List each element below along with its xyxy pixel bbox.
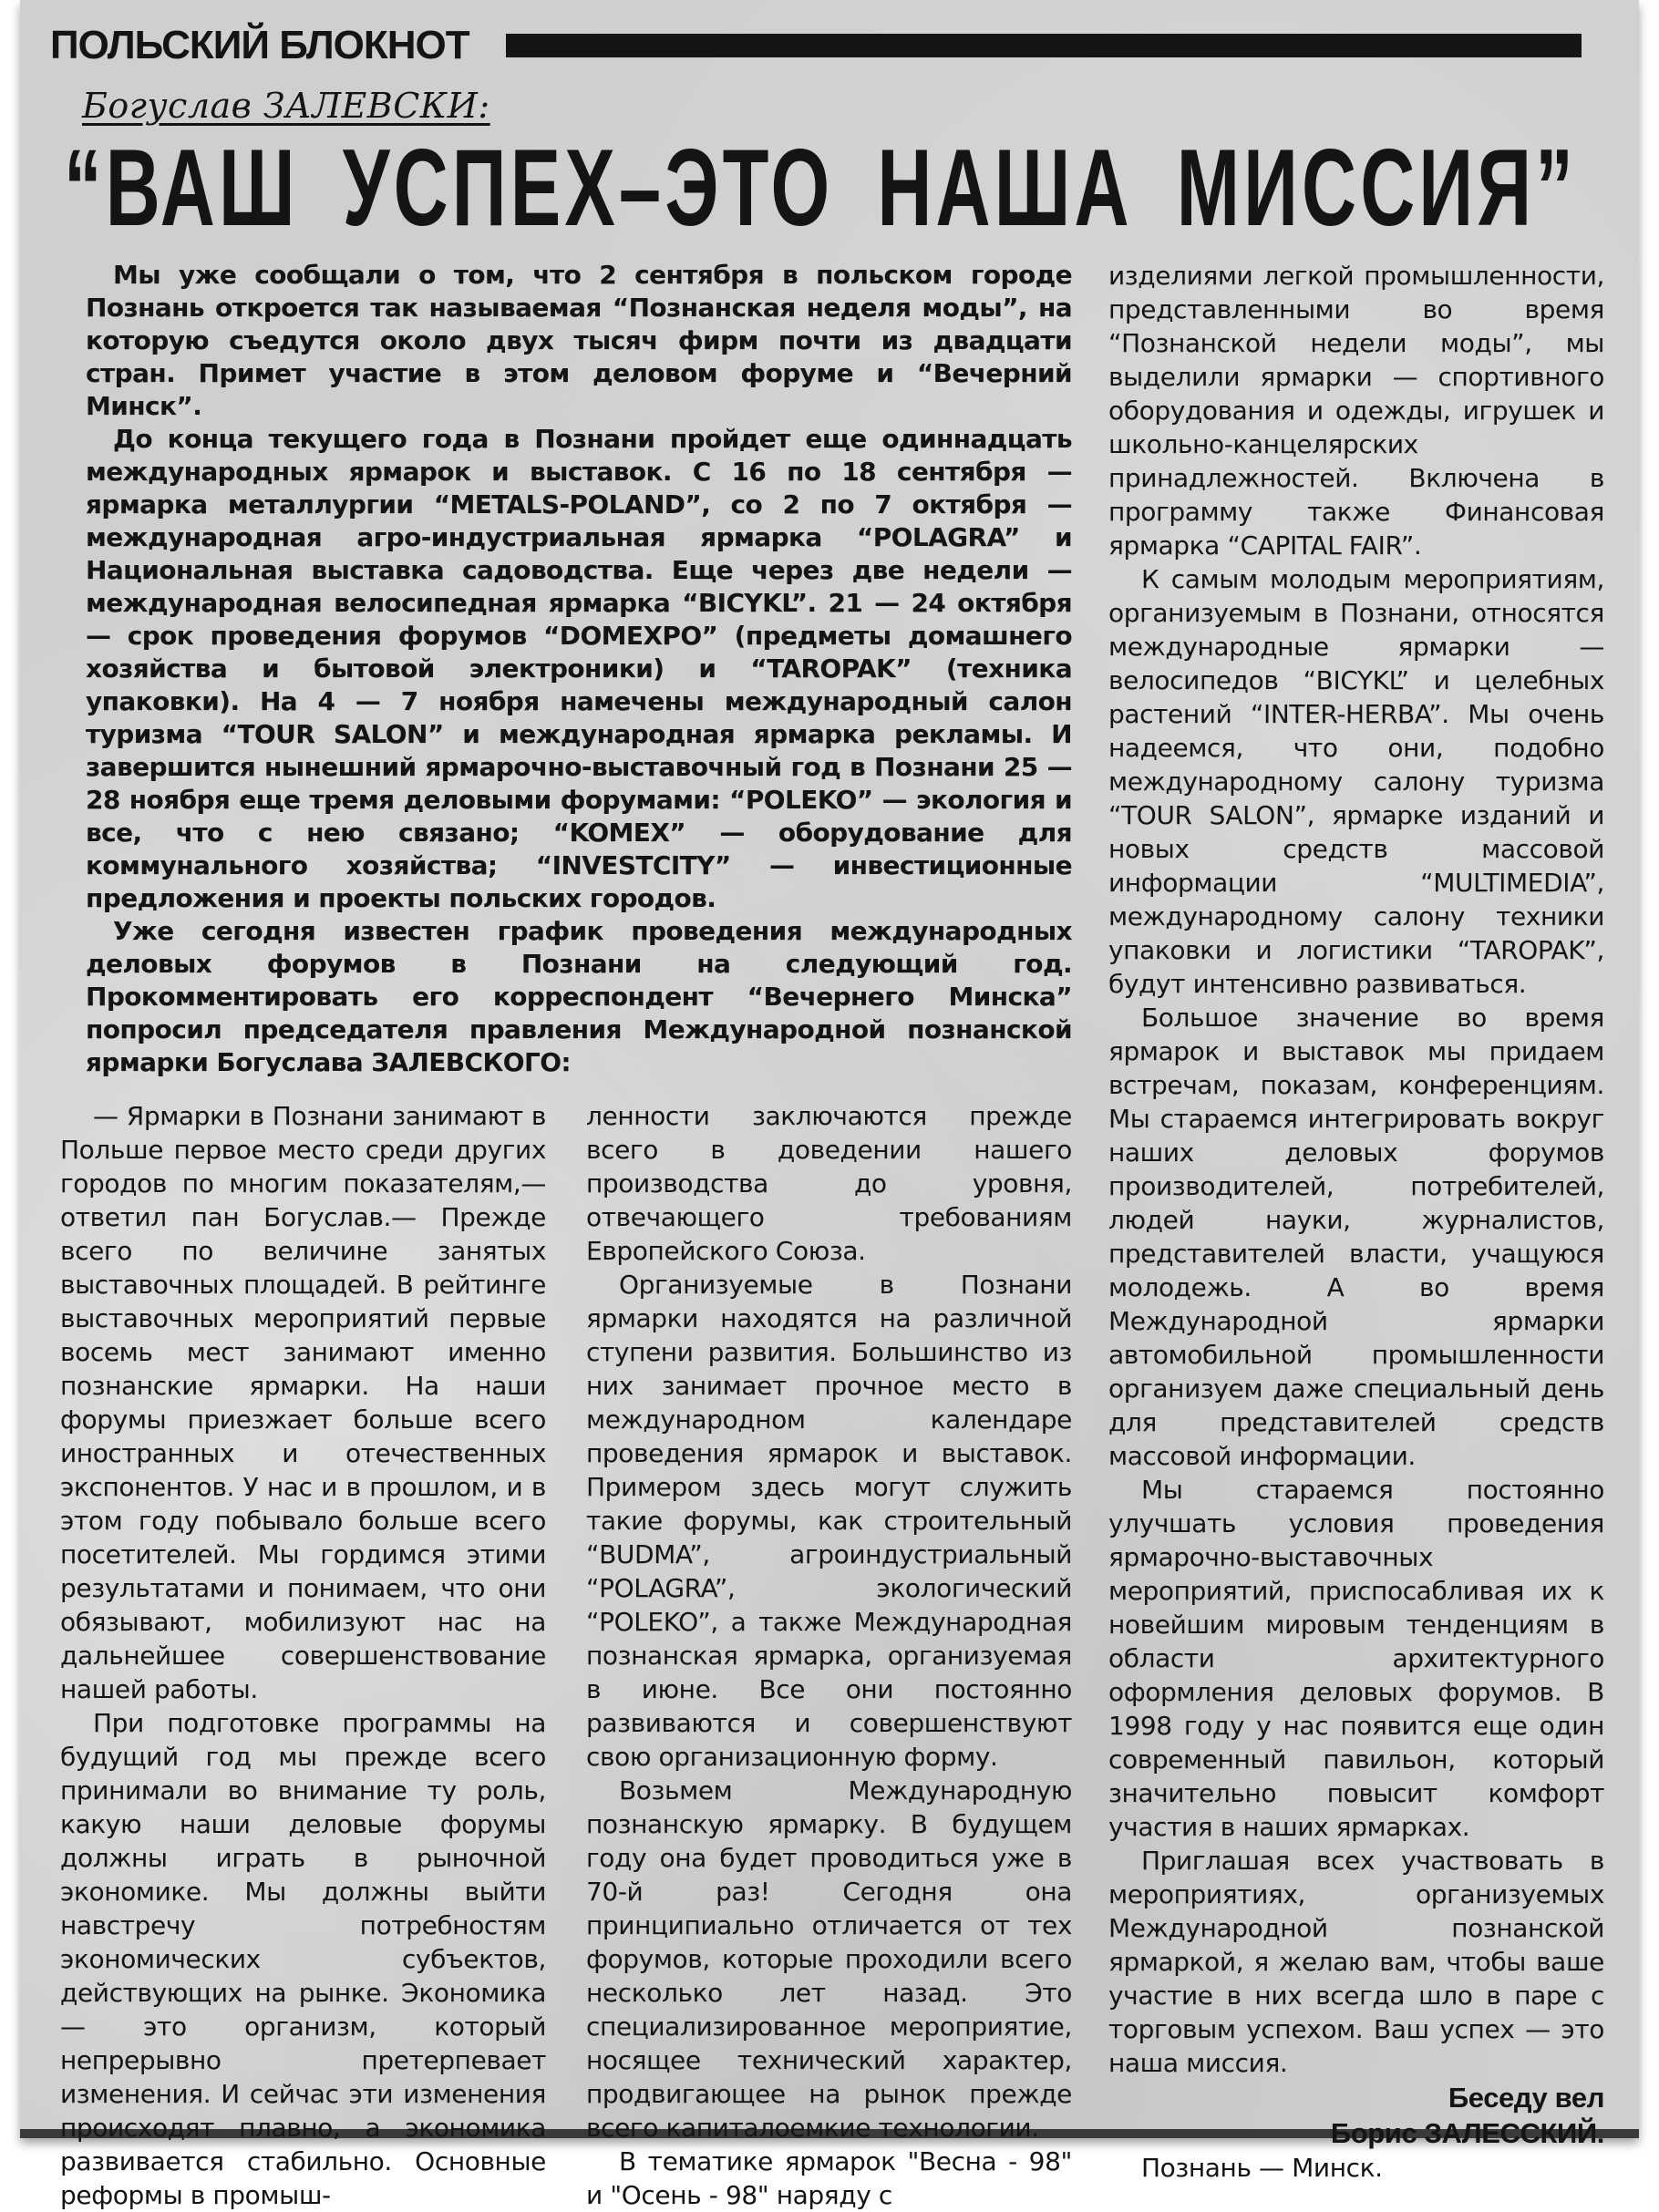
column-paragraph: Приглашая всех участвовать в мероприятиях, организуемых Международной познанской ярмаркой, я желаю вам, чтобы ваше участие в них всегда шло в паре с торговым успехом. Ваш успех — это наша миссия. — [1108, 1846, 1604, 2078]
lead-paragraph: Уже сегодня известен график проведения международных деловых форумов в Познани на следующий год. Прокомментировать его корреспондент “Вечернего Минска” попросил председателя правления Международной познанской ярмарки Богуслава ЗАЛЕВСКОГО: — [86, 916, 1072, 1077]
column-paragraph: — Ярмарки в Познани занимают в Польше первое место среди других городов по многим показателям,— ответил пан Богуслав.— Прежде всего по величине занятых выставочных площадей. В рейтинге выставочных мероприятий первые восемь мест занимают именно познанские ярмарки. На наши форумы приезжает больше всего иностранных и отечественных экспонентов. У нас и в прошлом, и в этом году побывало больше всего посетителей. Мы гордимся этими результатами и понимаем, что они обязывают, мобилизуют нас на дальнейшее совершенствование нашей работы. — [60, 1101, 546, 1704]
column-paragraph: Возьмем Международную познанскую ярмарку. В будущем году она будет проводиться уже в 70-й раз! Сегодня она принципиально отличается от тех форумов, которые проходили всего несколько лет назад. Это специализированное мероприятие, носящее технический характер, продвигающее на рынок прежде всего капиталоемкие технологии. — [586, 1775, 1072, 2143]
dateline: Познань — Минск. — [1141, 2153, 1383, 2183]
column-paragraph: Большое значение во время ярмарок и выставок мы придаем встречам, показам, конференциям. Мы стараемся интегрировать вокруг наших деловых форумов производителей, потребителей, людей науки, журналистов, представителей власти, учащуюся молодежь. А во время Международной ярмарки автомобильной промышленности организуем даже специальный день для представителей средств массовой информации. — [1108, 1003, 1604, 1471]
rubric-row — [50, 20, 1582, 71]
column-paragraph: Организуемые в Познани ярмарки находятся на различной ступени развития. Большинство из них занимает прочное место в международном календаре проведения ярмарок и выставок. Примером здесь могут служить такие форумы, как строительный “BUDMA”, агроиндустриальный “POLAGRA”, экологический “POLEKO”, а также Международная познанская ярмарка, организуемая в июне. Все они постоянно развиваются и совершенствуют свою организационную форму. — [586, 1270, 1072, 1772]
lower-columns — [60, 1099, 1072, 2212]
rubric-bar — [506, 34, 1582, 57]
column-paragraph: ленности заключаются прежде всего в доведении нашего производства до уровня, отвечающего требованиям Европейского Союза. — [586, 1101, 1072, 1266]
lead-paragraph: Мы уже сообщали о том, что 2 сентября в польском городе Познань откроется так называемая “Познанская неделя моды”, на которую съедутся около двух тысяч фирм почти из двадцати стран. Примет участие в этом деловом форуме и “Вечерний Минск”. — [86, 260, 1072, 421]
column-paragraph: В тематике ярмарок "Весна - 98" и "Осень - 98" наряду с — [586, 2146, 1072, 2210]
headline-box — [64, 127, 1577, 249]
column-paragraph: К самым молодым мероприятиям, организуемым в Познани, относятся международные ярмарки — велосипедов “BICYKL” и целебных растений “INTER-HERBA”. Мы очень надеемся, что они, подобно международному салону туризма “TOUR SALON”, ярмарке изданий и новых средств массовой информации “MULTIMEDIA”, международному салону техники упаковки и логистики “TAROPAK”, будут интенсивно развиваться. — [1108, 564, 1604, 999]
column-paragraph: Мы стараемся постоянно улучшать условия проведения ярмарочно-выставочных мероприятий, приспосабливая их к новейшим мировым тенденциям в области архитектурного оформления деловых форумов. В 1998 году у нас появится еще один современный павильон, который значительно повысит комфорт участия в наших ярмарках. — [1108, 1475, 1604, 1842]
lead-text — [60, 259, 1072, 1079]
column-3 — [1108, 259, 1604, 2185]
headline: “ВАШ УСПЕХ–ЭТО НАША МИССИЯ” — [64, 127, 1577, 249]
lead-paragraph: До конца текущего года в Познани пройдет еще одиннадцать международных ярмарок и выставок. С 16 по 18 сентября — ярмарка металлургии “METALS-POLAND”, со 2 по 7 октября — международная агро-индустриальная ярмарка “POLAGRA” и Национальная выставка садоводства. Еще через две недели — международная велосипедная ярмарка “BICYKL”. 21 — 24 октября — срок проведения форумов “DOMEXPO” (предметы домашнего хозяйства и бытовой электроники) и “TAROPAK” (техника упаковки). На 4 — 7 ноября намечены международный салон туризма “TOUR SALON” и международная ярмарка рекламы. И завершится нынешний ярмарочно-выставочный год в Познани 25 — 28 ноября еще тремя деловыми форумами: “POLEKO” — экология и все, что с нею связано; “KOMEX” — оборудование для коммунального хозяйства; “INVESTCITY” — инвестиционные предложения и проекты польских городов. — [86, 424, 1072, 913]
column-2 — [586, 1099, 1072, 2212]
section-rubric: ПОЛЬСКИЙ БЛОКНОТ — [50, 23, 469, 67]
article-body — [60, 259, 1604, 2210]
column-paragraph: При подготовке программы на будущий год мы прежде всего принимали во внимание ту роль, какую наши деловые форумы должны играть в рыночной экономике. Мы должны выйти навстречу потребностям экономических субъектов, действующих на рынке. Экономика — это организм, который непрерывно претерпевает изменения. И сейчас эти изменения происходят плавно, а экономика развивается стабильно. Основные реформы в промыш- — [60, 1708, 546, 2210]
signature-line-1: Беседу вел — [1448, 2082, 1604, 2114]
signature-line-2: Борис ЗАЛЕССКИЙ. — [1330, 2117, 1604, 2149]
column-paragraph: изделиями легкой промышленности, представленными во время “Познанской недели моды”, мы выделили ярмарки — спортивного оборудования и одежды, игрушек и школьно-канцелярских принадлежностей. Включена в программу также Финансовая ярмарка “CAPITAL FAIR”. — [1108, 261, 1604, 561]
left-block — [60, 259, 1072, 2212]
byline: Богуслав ЗАЛЕВСКИ: — [82, 86, 490, 126]
column-1 — [60, 1099, 546, 2212]
